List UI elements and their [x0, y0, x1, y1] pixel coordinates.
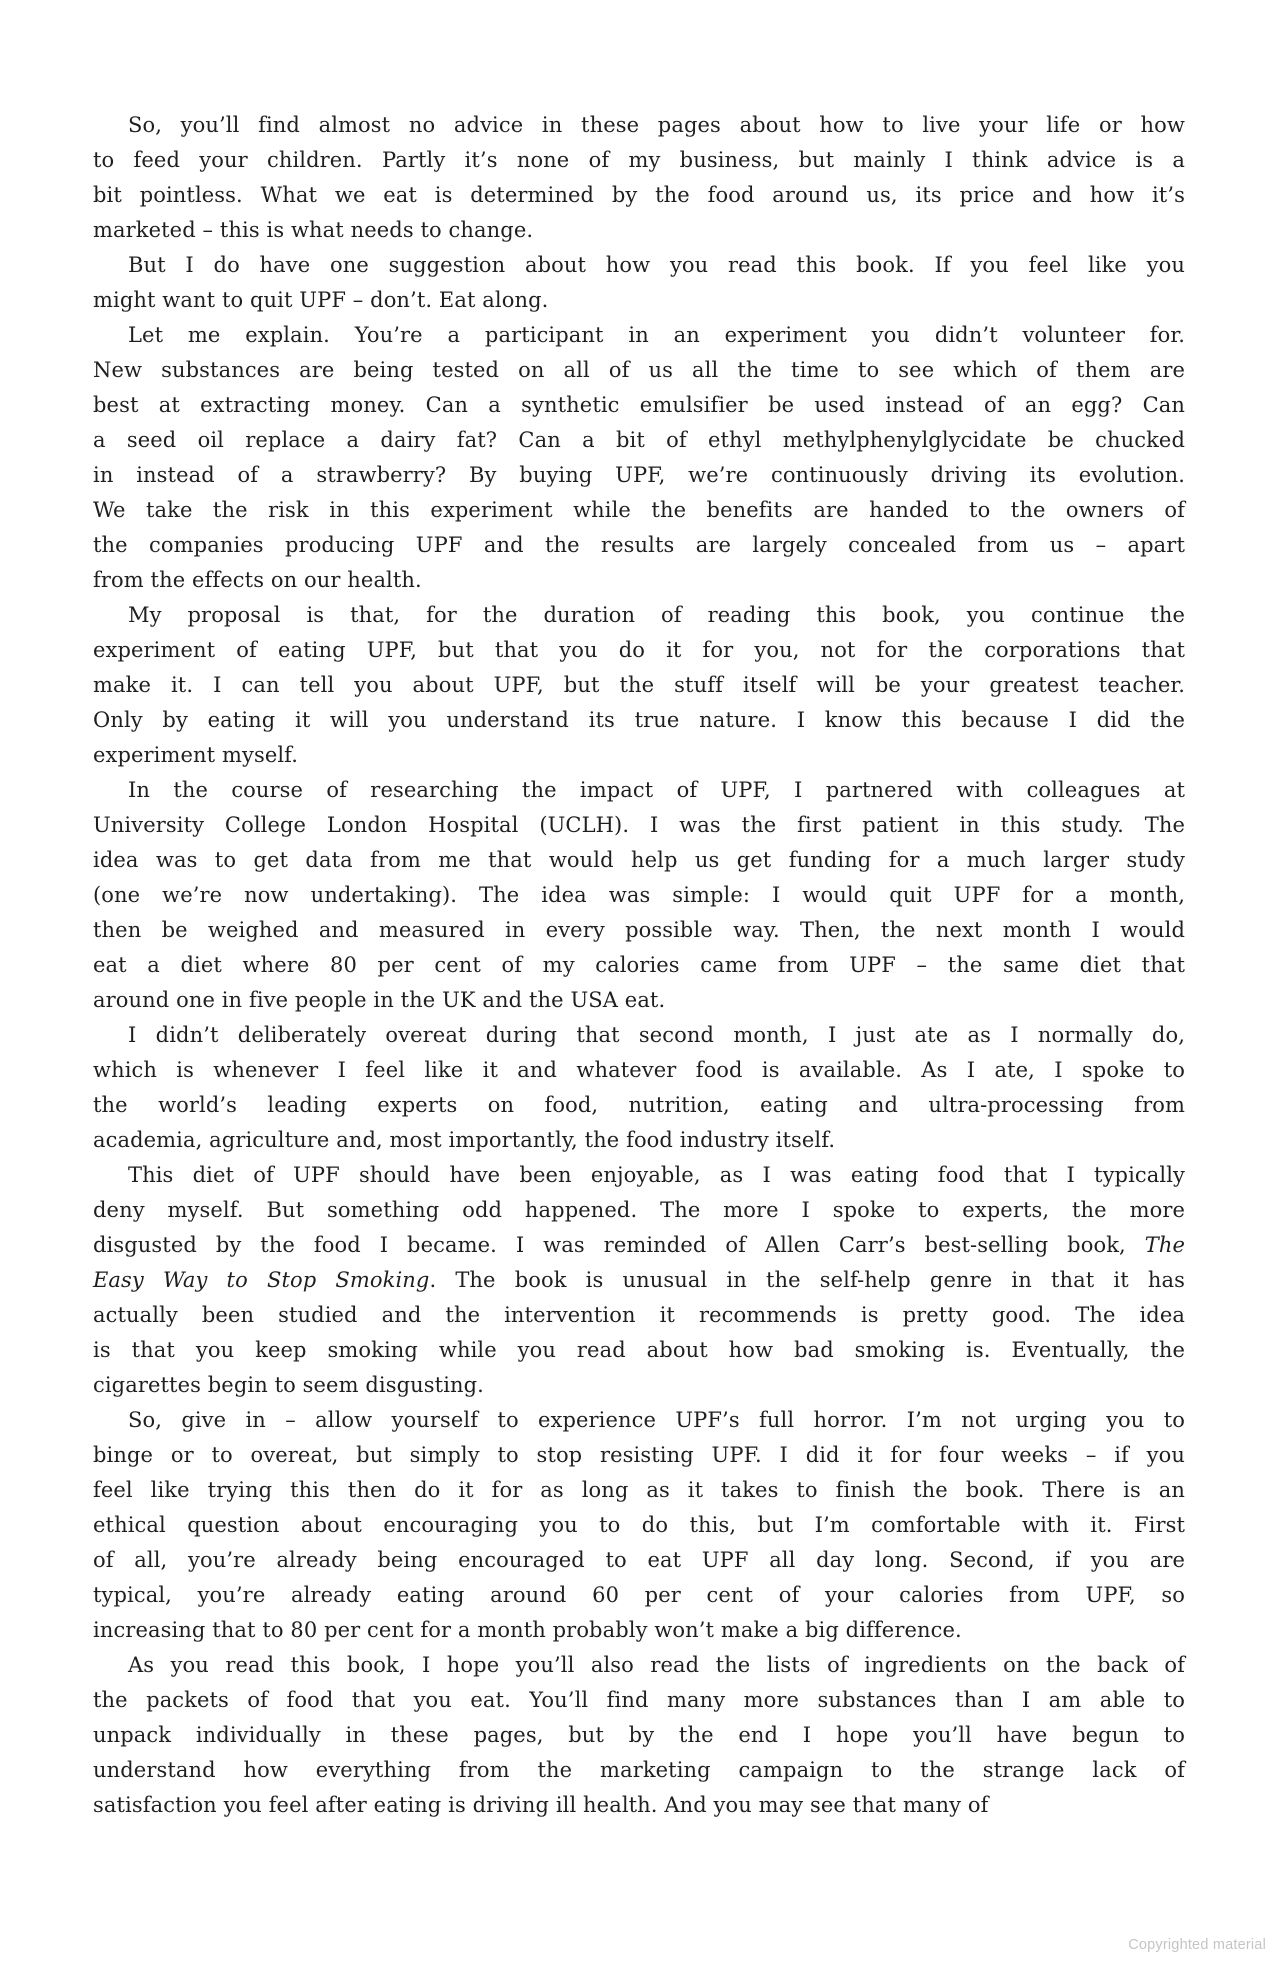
- text-line: So, you’ll find almost no advice in these pages about how to live your life or how: [128, 113, 1185, 137]
- text-line: My proposal is that, for the duration of reading this book, you continue the: [128, 603, 1185, 627]
- text-line: experiment myself.: [93, 743, 299, 767]
- text-line: New substances are being tested on all of us all the time to see which of them are: [93, 358, 1185, 382]
- paragraph: [93, 773, 1185, 1018]
- text-line: As you read this book, I hope you’ll also read the lists of ingredients on the back of: [128, 1653, 1185, 1677]
- text-line: understand how everything from the marketing campaign to the strange lack of: [93, 1758, 1185, 1782]
- paragraph: [93, 108, 1185, 248]
- text-line: eat a diet where 80 per cent of my calories came from UPF – the same diet that: [93, 953, 1185, 977]
- paragraph: [93, 598, 1185, 773]
- text-line: This diet of UPF should have been enjoyable, as I was eating food that I typically: [128, 1163, 1185, 1187]
- text-line: (one we’re now undertaking). The idea was simple: I would quit UPF for a month,: [93, 883, 1185, 907]
- paragraph: [93, 1158, 1185, 1403]
- text-line: the companies producing UPF and the results are largely concealed from us – apart: [93, 533, 1185, 557]
- text-line: We take the risk in this experiment while the benefits are handed to the owners of: [93, 498, 1185, 522]
- text-line: best at extracting money. Can a synthetic emulsifier be used instead of an egg? Can: [93, 393, 1185, 417]
- paragraph: [93, 248, 1185, 318]
- text-line: Easy Way to Stop Smoking. The book is unusual in the self-help genre in that it has: [93, 1268, 1185, 1292]
- text-line: marketed – this is what needs to change.: [93, 218, 534, 242]
- text-line: of all, you’re already being encouraged to eat UPF all day long. Second, if you are: [93, 1548, 1185, 1572]
- text-line: academia, agriculture and, most importantly, the food industry itself.: [93, 1128, 836, 1152]
- text-line: In the course of researching the impact of UPF, I partnered with colleagues at: [128, 778, 1185, 802]
- text-line: the world’s leading experts on food, nutrition, eating and ultra-processing from: [93, 1093, 1185, 1117]
- paragraph: [93, 318, 1185, 598]
- text-line: a seed oil replace a dairy fat? Can a bit of ethyl methylphenylglycidate be chucked: [93, 428, 1185, 452]
- text-line: around one in five people in the UK and the USA eat.: [93, 988, 666, 1012]
- text-line: disgusted by the food I became. I was reminded of Allen Carr’s best-selling book, The: [93, 1233, 1185, 1257]
- paragraph: [93, 1403, 1185, 1648]
- text-line: idea was to get data from me that would help us get funding for a much larger study: [93, 848, 1185, 872]
- text-line: So, give in – allow yourself to experience UPF’s full horror. I’m not urging you to: [128, 1408, 1185, 1432]
- text-line: from the effects on our health.: [93, 568, 422, 592]
- paragraph: [93, 1648, 1185, 1823]
- text-line: actually been studied and the intervention it recommends is pretty good. The idea: [93, 1303, 1185, 1327]
- text-line: University College London Hospital (UCLH). I was the first patient in this study. The: [93, 813, 1185, 837]
- text-line: cigarettes begin to seem disgusting.: [93, 1373, 484, 1397]
- text-line: ethical question about encouraging you to do this, but I’m comfortable with it. First: [93, 1513, 1185, 1537]
- text-line: make it. I can tell you about UPF, but the stuff itself will be your greatest teacher.: [93, 673, 1185, 697]
- text-line: typical, you’re already eating around 60 per cent of your calories from UPF, so: [93, 1583, 1185, 1607]
- text-line: bit pointless. What we eat is determined by the food around us, its price and how it’s: [93, 183, 1185, 207]
- text-line: Only by eating it will you understand its true nature. I know this because I did the: [93, 708, 1185, 732]
- text-line: increasing that to 80 per cent for a month probably won’t make a big difference.: [93, 1618, 962, 1642]
- text-line: binge or to overeat, but simply to stop resisting UPF. I did it for four weeks – if you: [93, 1443, 1185, 1467]
- text-line: to feed your children. Partly it’s none of my business, but mainly I think advice is a: [93, 148, 1185, 172]
- text-line: Let me explain. You’re a participant in an experiment you didn’t volunteer for.: [128, 323, 1185, 347]
- text-line: is that you keep smoking while you read about how bad smoking is. Eventually, the: [93, 1338, 1185, 1362]
- copyright-watermark: Copyrighted material: [1128, 1937, 1266, 1953]
- text-line: feel like trying this then do it for as long as it takes to finish the book. There is an: [93, 1478, 1185, 1502]
- text-line: which is whenever I feel like it and whatever food is available. As I ate, I spoke to: [93, 1058, 1185, 1082]
- paragraph: [93, 1018, 1185, 1158]
- text-line: satisfaction you feel after eating is driving ill health. And you may see that many of: [93, 1793, 989, 1817]
- text-line: I didn’t deliberately overeat during that second month, I just ate as I normally do,: [128, 1023, 1185, 1047]
- text-line: then be weighed and measured in every possible way. Then, the next month I would: [93, 918, 1185, 942]
- text-line: experiment of eating UPF, but that you do it for you, not for the corporations that: [93, 638, 1185, 662]
- text-line: But I do have one suggestion about how you read this book. If you feel like you: [128, 253, 1185, 277]
- text-line: unpack individually in these pages, but by the end I hope you’ll have begun to: [93, 1723, 1185, 1747]
- text-line: might want to quit UPF – don’t. Eat along.: [93, 288, 549, 312]
- text-line: in instead of a strawberry? By buying UPF, we’re continuously driving its evolution.: [93, 463, 1185, 487]
- text-line: the packets of food that you eat. You’ll find many more substances than I am able to: [93, 1688, 1185, 1712]
- text-line: deny myself. But something odd happened. The more I spoke to experts, the more: [93, 1198, 1185, 1222]
- page-text: [93, 108, 1185, 1823]
